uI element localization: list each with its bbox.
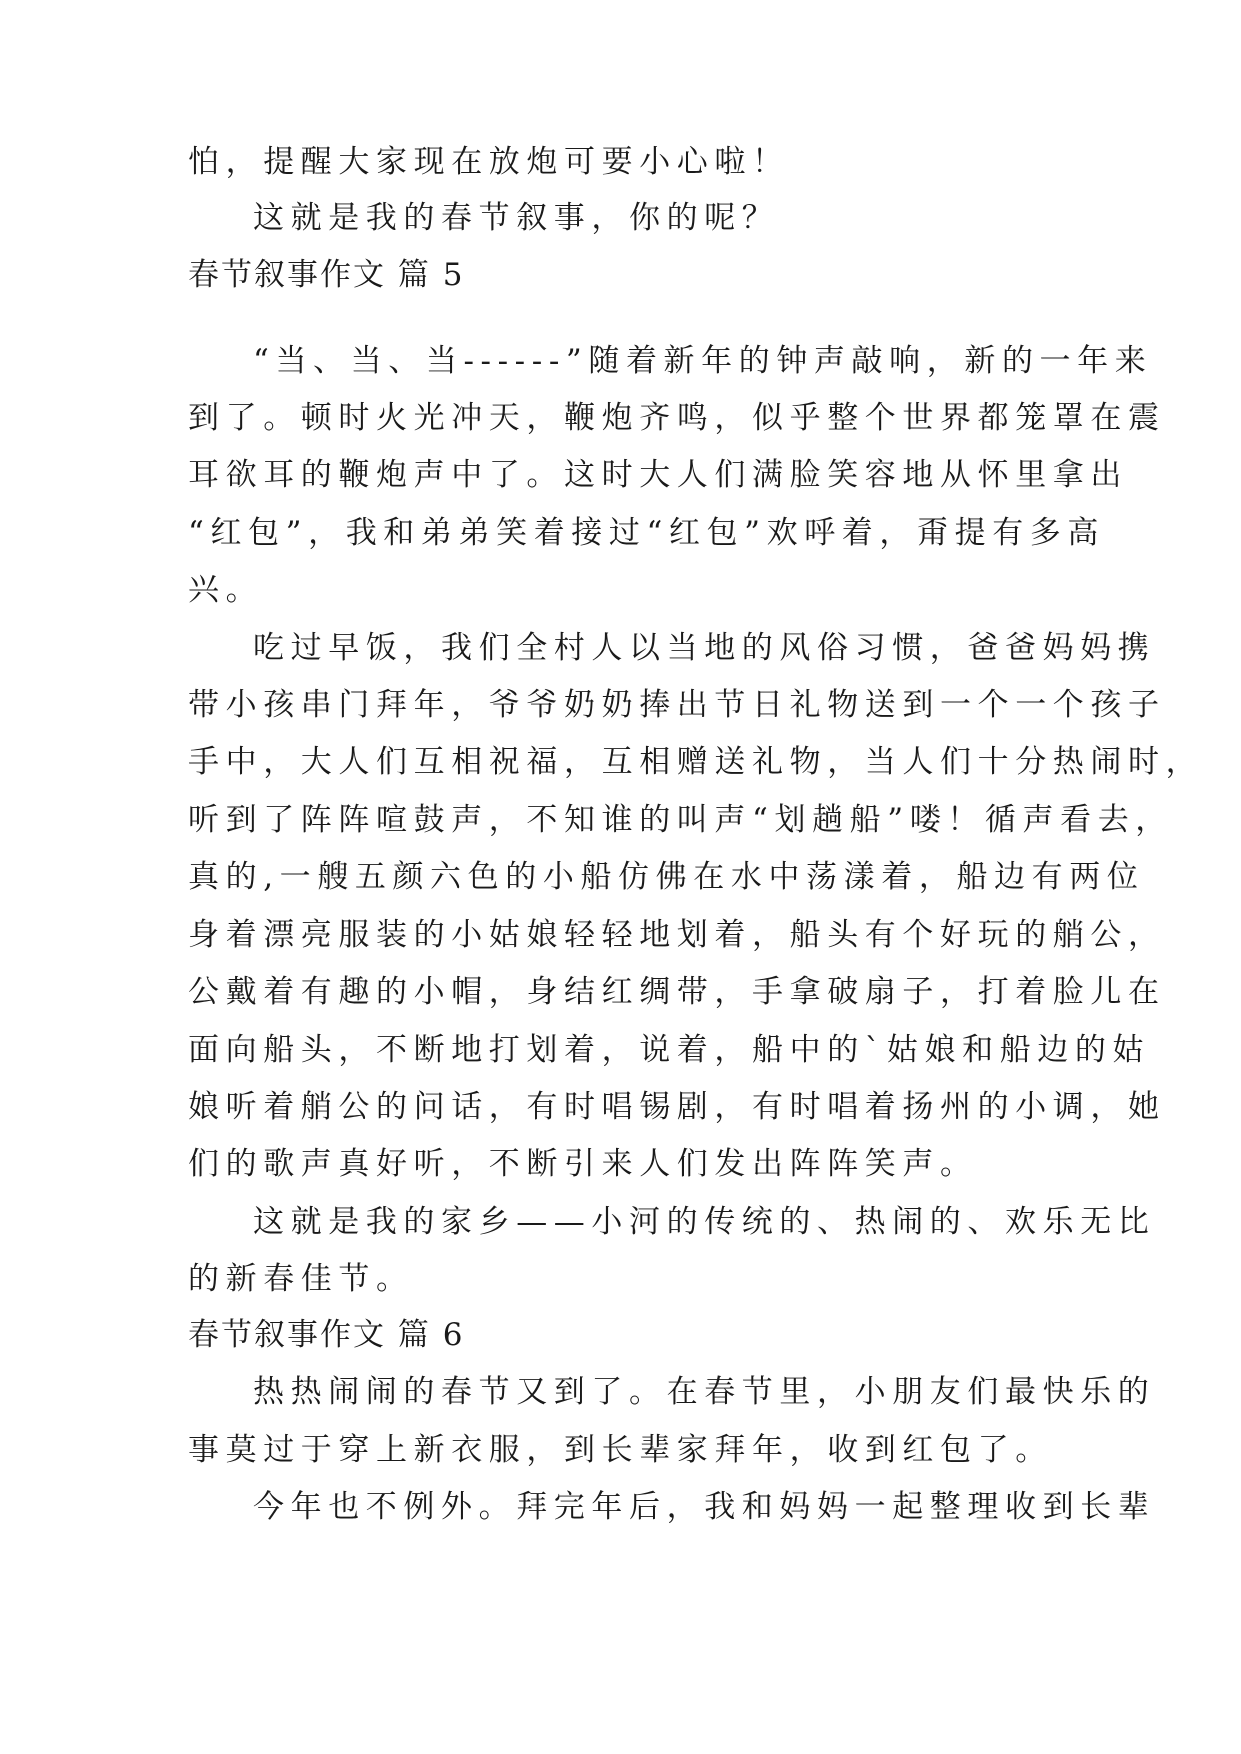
- text-line: 手中，大人们互相祝福，互相赠送礼物，当人们十分热闹时，: [188, 744, 1204, 780]
- text-line: 的新春佳节。: [188, 1261, 414, 1297]
- text-line: 身着漂亮服装的小姑娘轻轻地划着，船头有个好玩的艄公，: [188, 917, 1166, 953]
- text-line: “当、当、当------”随着新年的钟声敲响，新的一年来: [253, 343, 1153, 379]
- text-line: 这就是我的春节叙事，你的呢？: [253, 200, 780, 236]
- text-line: 怕，提醒大家现在放炮可要小心啦！: [188, 144, 790, 180]
- text-line: 这就是我的家乡——小河的传统的、热闹的、欢乐无比: [253, 1204, 1156, 1240]
- text-line: 耳欲耳的鞭炮声中了。这时大人们满脸笑容地从怀里拿出: [188, 457, 1128, 493]
- section-heading: 春节叙事作文 篇 5: [188, 257, 465, 293]
- text-line: 到了。顿时火光冲天，鞭炮齐鸣，似乎整个世界都笼罩在震: [188, 400, 1166, 436]
- text-line: 娘听着艄公的问话，有时唱锡剧，有时唱着扬州的小调，她: [188, 1089, 1166, 1125]
- text-line: 们的歌声真好听，不断引来人们发出阵阵笑声。: [188, 1146, 978, 1182]
- text-line: 听到了阵阵喧鼓声，不知谁的叫声“划趟船”喽！循声看去，: [188, 802, 1173, 838]
- text-line: 公戴着有趣的小帽，身结红绸带，手拿破扇子，打着脸儿在: [188, 974, 1166, 1010]
- text-line: 今年也不例外。拜完年后，我和妈妈一起整理收到长辈: [253, 1489, 1156, 1525]
- text-line: 带小孩串门拜年，爷爷奶奶捧出节日礼物送到一个一个孩子: [188, 687, 1166, 723]
- text-line: 兴。: [188, 572, 264, 608]
- text-line: 热热闹闹的春节又到了。在春节里，小朋友们最快乐的: [253, 1374, 1156, 1410]
- section-heading: 春节叙事作文 篇 6: [188, 1317, 465, 1353]
- text-line: 真的,一艘五颜六色的小船仿佛在水中荡漾着，船边有两位: [188, 859, 1145, 895]
- text-line: 事莫过于穿上新衣服，到长辈家拜年，收到红包了。: [188, 1432, 1053, 1468]
- text-line: 面向船头，不断地打划着，说着，船中的`姑娘和船边的姑: [188, 1032, 1151, 1068]
- text-line: “红包”，我和弟弟笑着接过“红包”欢呼着，甭提有多高: [188, 515, 1105, 551]
- text-line: 吃过早饭，我们全村人以当地的风俗习惯，爸爸妈妈携: [253, 630, 1156, 666]
